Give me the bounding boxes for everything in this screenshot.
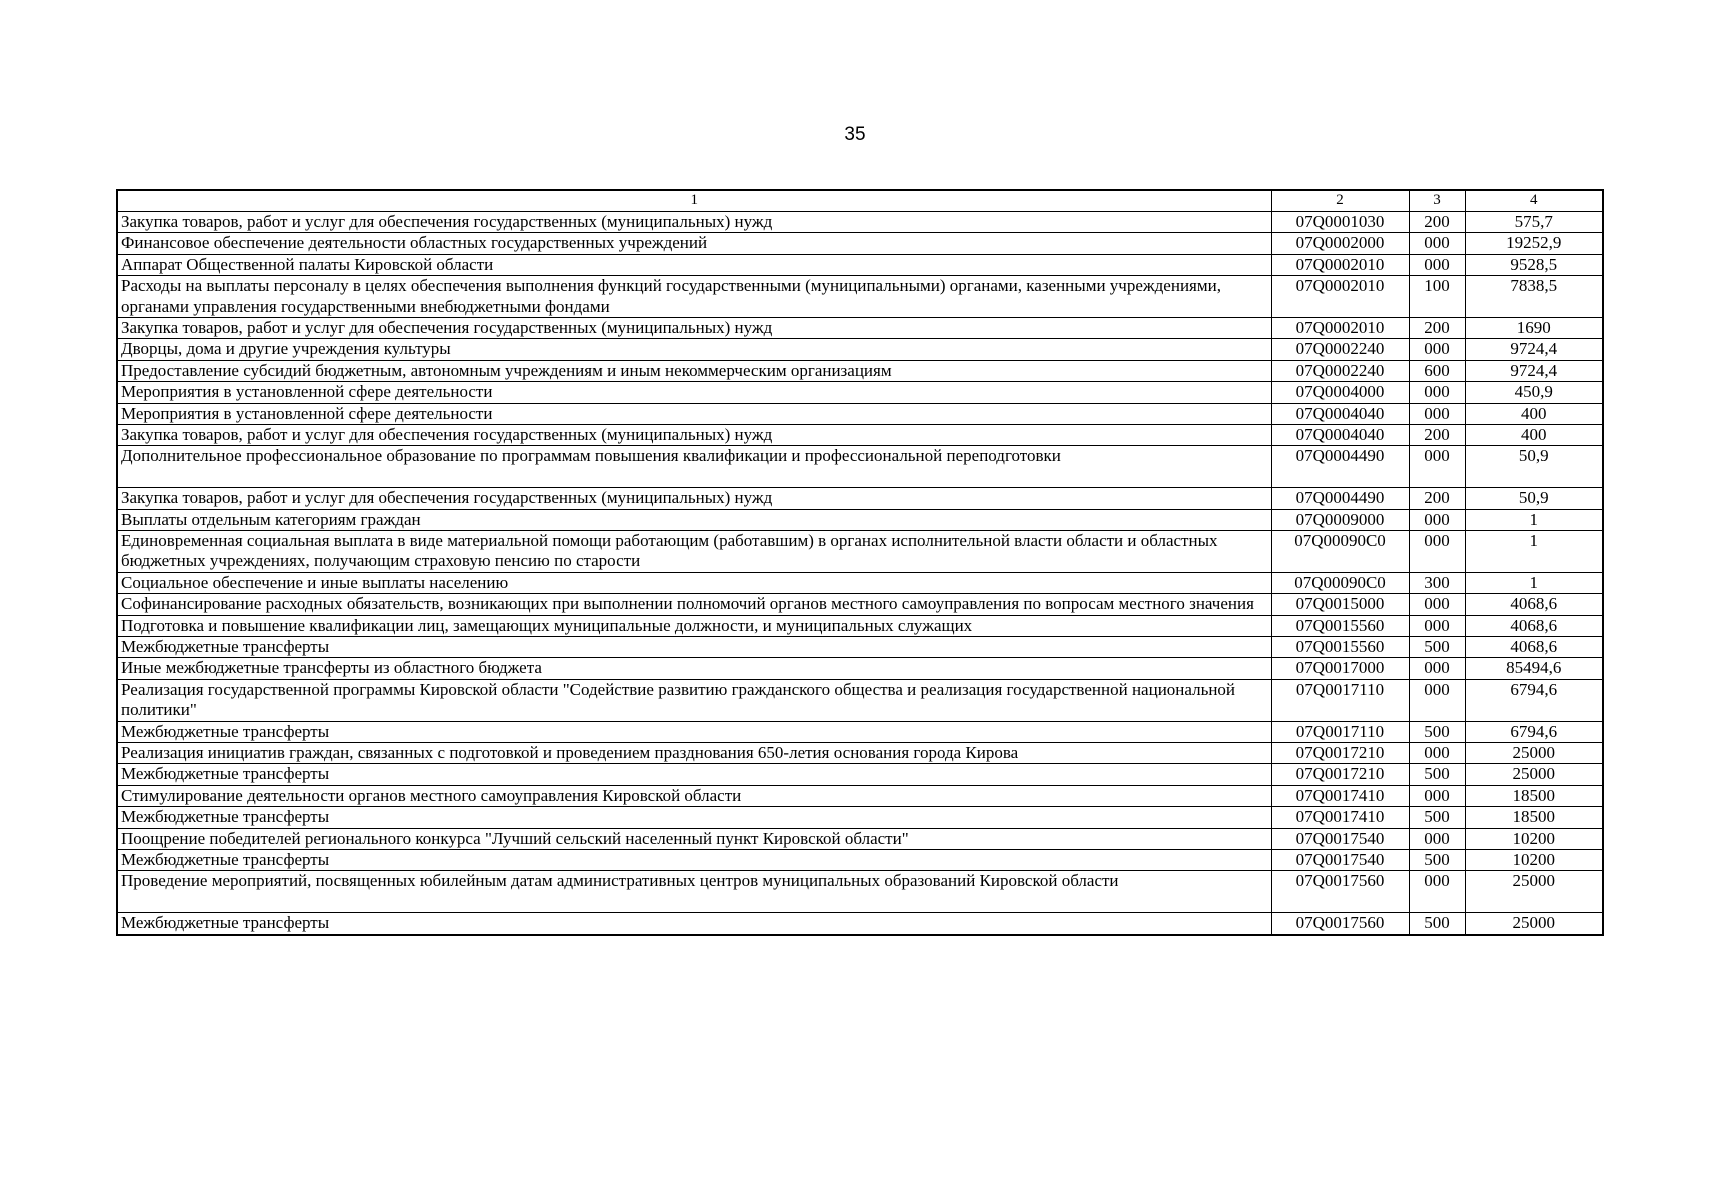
row-name-cell: Реализация государственной программы Кировской области "Содействие развитию гражданского общества и реализация государственной национальной политики" xyxy=(117,679,1271,721)
row-amount-cell: 1690 xyxy=(1465,317,1603,338)
row-name-cell: Межбюджетные трансферты xyxy=(117,849,1271,870)
row-type-cell: 000 xyxy=(1409,658,1465,679)
table-row xyxy=(117,509,1603,530)
header-col-4: 4 xyxy=(1465,190,1603,212)
row-type-cell: 200 xyxy=(1409,317,1465,338)
table-row xyxy=(117,785,1603,806)
row-code-cell: 07Q0015560 xyxy=(1271,637,1409,658)
row-type-cell: 000 xyxy=(1409,742,1465,763)
row-name-cell: Закупка товаров, работ и услуг для обеспечения государственных (муниципальных) нужд xyxy=(117,317,1271,338)
row-type-cell: 000 xyxy=(1409,509,1465,530)
row-amount-cell: 1 xyxy=(1465,572,1603,593)
row-code-cell: 07Q0015000 xyxy=(1271,594,1409,615)
row-name-cell: Поощрение победителей регионального конкурса "Лучший сельский населенный пункт Кировской области" xyxy=(117,828,1271,849)
row-amount-cell: 25000 xyxy=(1465,913,1603,935)
row-type-cell: 000 xyxy=(1409,785,1465,806)
table-row xyxy=(117,572,1603,593)
table-row xyxy=(117,382,1603,403)
table-row xyxy=(117,276,1603,318)
row-code-cell: 07Q0017110 xyxy=(1271,679,1409,721)
table-row xyxy=(117,594,1603,615)
row-name-cell: Предоставление субсидий бюджетным, автономным учреждениям и иным некоммерческим организациям xyxy=(117,360,1271,381)
row-name-cell: Дворцы, дома и другие учреждения культуры xyxy=(117,339,1271,360)
row-type-cell: 200 xyxy=(1409,424,1465,445)
header-col-2: 2 xyxy=(1271,190,1409,212)
row-type-cell: 000 xyxy=(1409,679,1465,721)
row-amount-cell: 7838,5 xyxy=(1465,276,1603,318)
row-amount-cell: 6794,6 xyxy=(1465,721,1603,742)
row-type-cell: 500 xyxy=(1409,637,1465,658)
row-type-cell: 600 xyxy=(1409,360,1465,381)
table-row xyxy=(117,913,1603,935)
row-amount-cell: 6794,6 xyxy=(1465,679,1603,721)
table-row xyxy=(117,254,1603,275)
row-amount-cell: 25000 xyxy=(1465,742,1603,763)
row-code-cell: 07Q0001030 xyxy=(1271,212,1409,233)
row-code-cell: 07Q0017110 xyxy=(1271,721,1409,742)
row-amount-cell: 50,9 xyxy=(1465,488,1603,509)
row-name-cell: Мероприятия в установленной сфере деятельности xyxy=(117,403,1271,424)
row-name-cell: Расходы на выплаты персоналу в целях обеспечения выполнения функций государственными (муниципальными) органами, казенными учреждениями, органами управления государственными внебюджетными фондами xyxy=(117,276,1271,318)
row-name-cell: Единовременная социальная выплата в виде материальной помощи работающим (работавшим) в органах исполнительной власти области и областных бюджетных учреждениях, получающим страховую пенсию по старости xyxy=(117,531,1271,573)
header-row xyxy=(117,190,1603,212)
row-name-cell: Выплаты отдельным категориям граждан xyxy=(117,509,1271,530)
row-code-cell: 07Q0017560 xyxy=(1271,871,1409,913)
table-row xyxy=(117,637,1603,658)
row-amount-cell: 450,9 xyxy=(1465,382,1603,403)
table-header xyxy=(117,190,1603,212)
budget-table-wrapper xyxy=(116,189,1602,936)
row-code-cell: 07Q0017410 xyxy=(1271,807,1409,828)
row-amount-cell: 1 xyxy=(1465,531,1603,573)
table-row xyxy=(117,212,1603,233)
table-row xyxy=(117,488,1603,509)
row-amount-cell: 9724,4 xyxy=(1465,360,1603,381)
row-name-cell: Реализация инициатив граждан, связанных с подготовкой и проведением празднования 650-летия основания города Кирова xyxy=(117,742,1271,763)
row-amount-cell: 25000 xyxy=(1465,871,1603,913)
row-type-cell: 000 xyxy=(1409,871,1465,913)
row-name-cell: Межбюджетные трансферты xyxy=(117,764,1271,785)
table-row xyxy=(117,446,1603,488)
row-type-cell: 500 xyxy=(1409,764,1465,785)
table-body xyxy=(117,212,1603,935)
table-row xyxy=(117,531,1603,573)
row-code-cell: 07Q0004040 xyxy=(1271,403,1409,424)
row-code-cell: 07Q0002010 xyxy=(1271,254,1409,275)
row-name-cell: Закупка товаров, работ и услуг для обеспечения государственных (муниципальных) нужд xyxy=(117,212,1271,233)
row-name-cell: Дополнительное профессиональное образование по программам повышения квалификации и профессиональной переподготовки xyxy=(117,446,1271,488)
row-code-cell: 07Q0002240 xyxy=(1271,360,1409,381)
row-amount-cell: 1 xyxy=(1465,509,1603,530)
row-name-cell: Софинансирование расходных обязательств, возникающих при выполнении полномочий органов местного самоуправления по вопросам местного значения xyxy=(117,594,1271,615)
row-type-cell: 000 xyxy=(1409,828,1465,849)
budget-table xyxy=(116,189,1604,936)
table-row xyxy=(117,764,1603,785)
table-row xyxy=(117,360,1603,381)
row-amount-cell: 10200 xyxy=(1465,828,1603,849)
table-row xyxy=(117,317,1603,338)
row-code-cell: 07Q0017560 xyxy=(1271,913,1409,935)
table-row xyxy=(117,339,1603,360)
row-code-cell: 07Q0004490 xyxy=(1271,488,1409,509)
row-type-cell: 500 xyxy=(1409,721,1465,742)
row-amount-cell: 400 xyxy=(1465,403,1603,424)
row-code-cell: 07Q00090C0 xyxy=(1271,531,1409,573)
table-row xyxy=(117,721,1603,742)
row-amount-cell: 4068,6 xyxy=(1465,637,1603,658)
row-type-cell: 200 xyxy=(1409,488,1465,509)
row-amount-cell: 50,9 xyxy=(1465,446,1603,488)
row-type-cell: 500 xyxy=(1409,807,1465,828)
row-code-cell: 07Q0017410 xyxy=(1271,785,1409,806)
row-type-cell: 000 xyxy=(1409,233,1465,254)
row-name-cell: Аппарат Общественной палаты Кировской области xyxy=(117,254,1271,275)
row-amount-cell: 400 xyxy=(1465,424,1603,445)
row-name-cell: Стимулирование деятельности органов местного самоуправления Кировской области xyxy=(117,785,1271,806)
row-code-cell: 07Q0004040 xyxy=(1271,424,1409,445)
table-row xyxy=(117,233,1603,254)
row-code-cell: 07Q0002010 xyxy=(1271,317,1409,338)
table-row xyxy=(117,615,1603,636)
row-name-cell: Межбюджетные трансферты xyxy=(117,807,1271,828)
page-number: 35 xyxy=(844,124,866,145)
row-code-cell: 07Q0002000 xyxy=(1271,233,1409,254)
row-amount-cell: 9528,5 xyxy=(1465,254,1603,275)
row-amount-cell: 9724,4 xyxy=(1465,339,1603,360)
row-amount-cell: 4068,6 xyxy=(1465,615,1603,636)
row-type-cell: 000 xyxy=(1409,531,1465,573)
row-name-cell: Финансовое обеспечение деятельности областных государственных учреждений xyxy=(117,233,1271,254)
row-amount-cell: 575,7 xyxy=(1465,212,1603,233)
row-amount-cell: 19252,9 xyxy=(1465,233,1603,254)
row-name-cell: Закупка товаров, работ и услуг для обеспечения государственных (муниципальных) нужд xyxy=(117,424,1271,445)
header-col-3: 3 xyxy=(1409,190,1465,212)
row-type-cell: 000 xyxy=(1409,254,1465,275)
row-code-cell: 07Q0017540 xyxy=(1271,828,1409,849)
row-name-cell: Закупка товаров, работ и услуг для обеспечения государственных (муниципальных) нужд xyxy=(117,488,1271,509)
row-amount-cell: 25000 xyxy=(1465,764,1603,785)
row-code-cell: 07Q0017540 xyxy=(1271,849,1409,870)
table-row xyxy=(117,828,1603,849)
row-type-cell: 100 xyxy=(1409,276,1465,318)
row-code-cell: 07Q0004000 xyxy=(1271,382,1409,403)
row-type-cell: 000 xyxy=(1409,594,1465,615)
table-row xyxy=(117,849,1603,870)
row-amount-cell: 85494,6 xyxy=(1465,658,1603,679)
row-code-cell: 07Q0002240 xyxy=(1271,339,1409,360)
row-code-cell: 07Q0015560 xyxy=(1271,615,1409,636)
row-name-cell: Мероприятия в установленной сфере деятельности xyxy=(117,382,1271,403)
row-name-cell: Проведение мероприятий, посвященных юбилейным датам административных центров муниципальных образований Кировской области xyxy=(117,871,1271,913)
row-name-cell: Межбюджетные трансферты xyxy=(117,637,1271,658)
row-type-cell: 000 xyxy=(1409,446,1465,488)
row-name-cell: Подготовка и повышение квалификации лиц, замещающих муниципальные должности, и муниципальных служащих xyxy=(117,615,1271,636)
table-row xyxy=(117,871,1603,913)
row-code-cell: 07Q0017000 xyxy=(1271,658,1409,679)
table-row xyxy=(117,424,1603,445)
header-col-1: 1 xyxy=(117,190,1271,212)
row-type-cell: 300 xyxy=(1409,572,1465,593)
table-row xyxy=(117,679,1603,721)
row-name-cell: Иные межбюджетные трансферты из областного бюджета xyxy=(117,658,1271,679)
row-name-cell: Социальное обеспечение и иные выплаты населению xyxy=(117,572,1271,593)
row-type-cell: 000 xyxy=(1409,615,1465,636)
row-type-cell: 200 xyxy=(1409,212,1465,233)
row-type-cell: 000 xyxy=(1409,382,1465,403)
row-amount-cell: 10200 xyxy=(1465,849,1603,870)
row-code-cell: 07Q0017210 xyxy=(1271,764,1409,785)
row-code-cell: 07Q0002010 xyxy=(1271,276,1409,318)
row-amount-cell: 18500 xyxy=(1465,807,1603,828)
row-amount-cell: 4068,6 xyxy=(1465,594,1603,615)
table-row xyxy=(117,807,1603,828)
row-name-cell: Межбюджетные трансферты xyxy=(117,721,1271,742)
row-type-cell: 500 xyxy=(1409,913,1465,935)
row-code-cell: 07Q00090C0 xyxy=(1271,572,1409,593)
row-code-cell: 07Q0009000 xyxy=(1271,509,1409,530)
row-type-cell: 000 xyxy=(1409,339,1465,360)
row-amount-cell: 18500 xyxy=(1465,785,1603,806)
table-row xyxy=(117,742,1603,763)
row-code-cell: 07Q0004490 xyxy=(1271,446,1409,488)
row-type-cell: 000 xyxy=(1409,403,1465,424)
table-row xyxy=(117,403,1603,424)
row-name-cell: Межбюджетные трансферты xyxy=(117,913,1271,935)
row-type-cell: 500 xyxy=(1409,849,1465,870)
table-row xyxy=(117,658,1603,679)
row-code-cell: 07Q0017210 xyxy=(1271,742,1409,763)
